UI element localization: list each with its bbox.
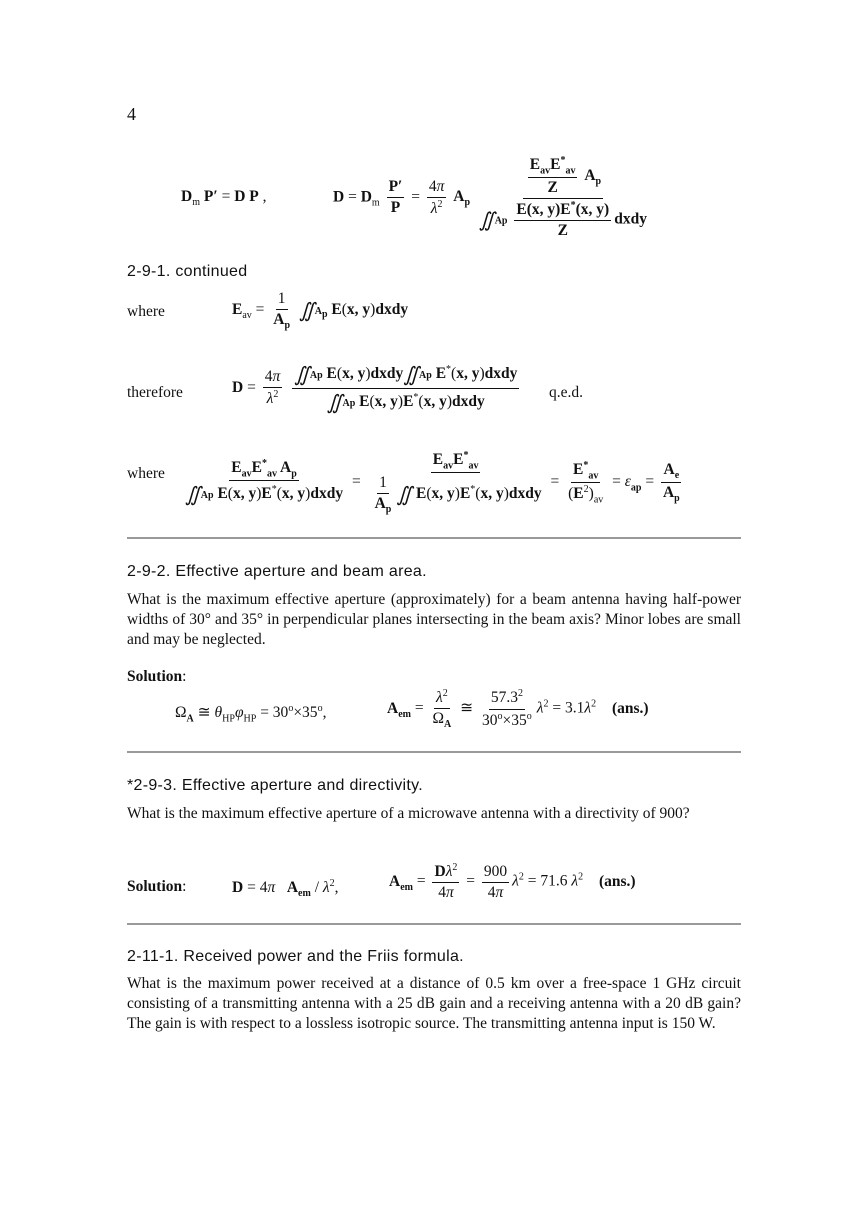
question-2-11-1: What is the maximum power received at a distance of 0.5 km over a free-space 1 GHz circuit consisting of a transmitting antenna with a 25 dB gain and a receiving antenna with a 20 dB gain? The gain is with respect to a lossless isotropic source. The transmitting antenna input is 150 W. (127, 975, 741, 1032)
equation-aem-beam: $A_{em}$ = $\frac{\lambda^2}{\Omega_A}$ ≅ $\frac{57.3^2}{30^o\times 35^o}$ $\lambda^2 = 3.1\lambda^2$ (ans.) (387, 688, 649, 731)
solution-label: Solution: (127, 878, 187, 895)
divider (127, 751, 741, 753)
answer-label: (ans.) (598, 872, 636, 890)
question-2-9-3: What is the maximum effective aperture of a microwave antenna with a directivity of 900? (127, 805, 690, 822)
where-label: where (127, 303, 165, 320)
equation-d-dm: $D = D_m$ $\frac{P'}{P}$ = $\frac{4\pi}{\lambda^2}$ $A_p$ $\frac{E_{av}E^*_{av}}{Z}$ $A_p$ ∬Ap $\frac{E(x, y)E^*(x, y)}{Z}$ dxdy (333, 155, 647, 240)
where-label-2: where (127, 465, 165, 482)
qed-label: q.e.d. (549, 384, 584, 401)
divider (127, 923, 741, 925)
equation-omega-a: $\Omega_A$ ≅ $\theta_{HP}\varphi_{HP} = 30^o\times 35^o$, (175, 703, 327, 725)
answer-label: (ans.) (611, 699, 649, 717)
equation-aperture-efficiency: $\frac{E_{av}E^*_{av} A_p}{∬Ap E(x, y)E^*(x, y)dxdy}$ = $E_{av}E^*_{av}$ $\frac{1}{A_p}$ ∬ E(x, y)E*(x, y)dxdy = $\frac{E^*_{av}}{(E^2)_{av}}$ = $\varepsilon_{ap}$ = $\frac{A_e}{A_p}$ (185, 450, 680, 516)
equation-d-final: D = $\frac{4\pi}{\lambda^2}$ $\frac{∬Ap E(x, y)dxdy∬Ap E^*(x, y)dxdy}{∬Ap E(x, y)E^*(x, y)dxdy}$ (232, 363, 518, 414)
section-heading-2-9-2: 2-9-2. Effective aperture and beam area. (127, 563, 427, 580)
equation-aem-directivity: $A_{em}$ = $\frac{D\lambda^2}{4\pi}$ = $\frac{900}{4\pi}$ $\lambda^2 = 71.6$ $\lambda^2$ (ans.) (389, 862, 636, 902)
solution-label: Solution: (127, 668, 187, 685)
section-heading-2-11-1: 2-11-1. Received power and the Friis formula. (127, 948, 464, 965)
section-heading-2-9-3: *2-9-3. Effective aperture and directivity. (127, 777, 424, 794)
equation-e-av: $E_{av}$ = $\frac{1}{A_p}$ $∬A_p$ E(x, y)dxdy (232, 290, 409, 332)
divider (127, 537, 741, 539)
equation-d-aem: D = 4π $A_{em} / \lambda^2$, (232, 878, 339, 900)
page-number: 4 (127, 104, 136, 124)
question-2-9-2: What is the maximum effective aperture (approximately) for a beam antenna having half-power widths of 30° and 35° in perpendicular planes intersecting in the beam axis? Minor lobes are small and may be neglected. (127, 591, 741, 648)
section-heading-2-9-1: 2-9-1. continued (127, 263, 248, 280)
therefore-label: therefore (127, 384, 183, 401)
equation-dm-p: $D_m$ P′ = D P , (181, 188, 267, 209)
